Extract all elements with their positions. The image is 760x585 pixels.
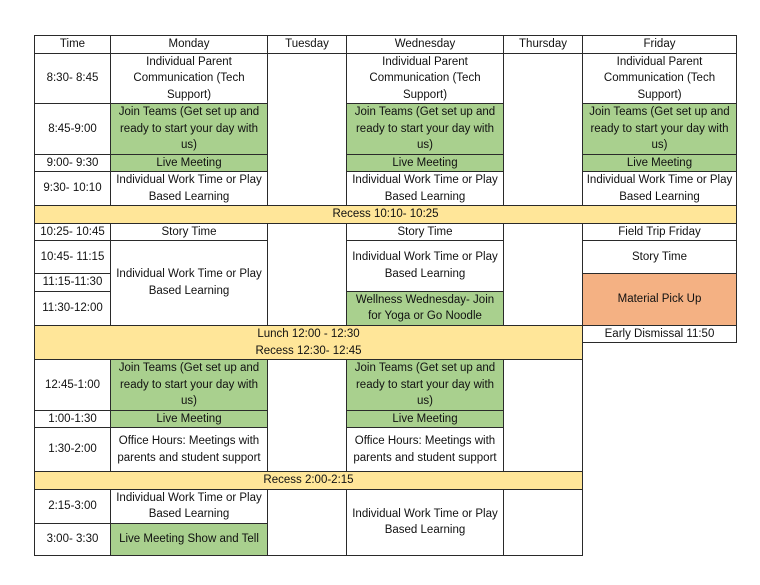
time-cell: 9:00- 9:30 xyxy=(35,154,111,172)
table-row xyxy=(35,241,737,274)
time-cell: 1:30-2:00 xyxy=(35,428,111,472)
header-friday: Friday xyxy=(583,36,737,54)
friday-join-teams: Join Teams (Get set up and ready to start your day with us) xyxy=(583,104,737,155)
friday-early-dismissal: Early Dismissal 11:50 xyxy=(583,325,737,343)
table-row xyxy=(35,472,737,490)
time-cell: 8:45-9:00 xyxy=(35,104,111,155)
time-cell: 10:45- 11:15 xyxy=(35,241,111,274)
thursday-afternoon-empty xyxy=(504,360,583,472)
schedule-table xyxy=(34,35,737,556)
time-cell: 2:15-3:00 xyxy=(35,489,111,523)
time-cell: 11:30-12:00 xyxy=(35,291,111,325)
monday-live-meeting: Live Meeting xyxy=(111,154,268,172)
friday-material-pickup: Material Pick Up xyxy=(583,274,737,326)
tuesday-late-empty xyxy=(268,489,347,555)
thursday-morning-empty xyxy=(504,53,583,206)
wednesday-office-hours: Office Hours: Meetings with parents and student support xyxy=(347,428,504,472)
time-cell: 9:30- 10:10 xyxy=(35,172,111,206)
friday-field-trip: Field Trip Friday xyxy=(583,223,737,241)
table-row xyxy=(35,53,737,104)
table-row xyxy=(35,410,737,428)
monday-show-and-tell: Live Meeting Show and Tell xyxy=(111,523,268,555)
friday-story-time: Story Time xyxy=(583,241,737,274)
monday-office-hours: Office Hours: Meetings with parents and student support xyxy=(111,428,268,472)
monday-story-time: Story Time xyxy=(111,223,268,241)
wednesday-live-meeting: Live Meeting xyxy=(347,154,504,172)
friday-live-meeting: Live Meeting xyxy=(583,154,737,172)
header-monday: Monday xyxy=(111,36,268,54)
recess-banner: Recess 12:30- 12:45 xyxy=(35,343,583,360)
monday-join-teams: Join Teams (Get set up and ready to start your day with us) xyxy=(111,104,268,155)
header-tuesday: Tuesday xyxy=(268,36,347,54)
monday-live-meeting: Live Meeting xyxy=(111,410,268,428)
table-row xyxy=(35,489,737,523)
table-row xyxy=(35,206,737,224)
table-row xyxy=(35,104,737,155)
table-row xyxy=(35,428,737,472)
table-row xyxy=(35,360,737,411)
table-row xyxy=(35,343,737,360)
header-thursday: Thursday xyxy=(504,36,583,54)
recess-banner: Recess 2:00-2:15 xyxy=(35,472,583,490)
wednesday-live-meeting: Live Meeting xyxy=(347,410,504,428)
tuesday-afternoon-empty xyxy=(268,360,347,472)
monday-work-play: Individual Work Time or Play Based Learning xyxy=(111,172,268,206)
time-cell: 3:00- 3:30 xyxy=(35,523,111,555)
monday-parent-communication: Individual Parent Communication (Tech Support) xyxy=(111,53,268,104)
time-cell: 10:25- 10:45 xyxy=(35,223,111,241)
wednesday-parent-communication: Individual Parent Communication (Tech Support) xyxy=(347,53,504,104)
wednesday-work-play: Individual Work Time or Play Based Learning xyxy=(347,241,504,292)
table-row xyxy=(35,325,737,343)
friday-parent-communication: Individual Parent Communication (Tech Support) xyxy=(583,53,737,104)
wednesday-work-play: Individual Work Time or Play Based Learning xyxy=(347,489,504,555)
table-row xyxy=(35,172,737,206)
header-time: Time xyxy=(35,36,111,54)
monday-work-play: Individual Work Time or Play Based Learning xyxy=(111,241,268,326)
time-cell: 12:45-1:00 xyxy=(35,360,111,411)
wednesday-work-play: Individual Work Time or Play Based Learning xyxy=(347,172,504,206)
time-cell: 1:00-1:30 xyxy=(35,410,111,428)
time-cell: 8:30- 8:45 xyxy=(35,53,111,104)
tuesday-midday-empty xyxy=(268,223,347,325)
wednesday-join-teams: Join Teams (Get set up and ready to start your day with us) xyxy=(347,360,504,411)
header-wednesday: Wednesday xyxy=(347,36,504,54)
tuesday-morning-empty xyxy=(268,53,347,206)
wednesday-wellness: Wellness Wednesday- Join for Yoga or Go Noodle xyxy=(347,291,504,325)
table-row xyxy=(35,223,737,241)
table-row xyxy=(35,154,737,172)
friday-work-play: Individual Work Time or Play Based Learning xyxy=(583,172,737,206)
time-cell: 11:15-11:30 xyxy=(35,274,111,292)
wednesday-story-time: Story Time xyxy=(347,223,504,241)
thursday-late-empty xyxy=(504,489,583,555)
thursday-midday-empty xyxy=(504,223,583,325)
lunch-banner: Lunch 12:00 - 12:30 xyxy=(35,325,583,343)
monday-work-play: Individual Work Time or Play Based Learning xyxy=(111,489,268,523)
wednesday-join-teams: Join Teams (Get set up and ready to start your day with us) xyxy=(347,104,504,155)
header-row xyxy=(35,36,737,54)
recess-banner: Recess 10:10- 10:25 xyxy=(35,206,737,224)
monday-join-teams: Join Teams (Get set up and ready to start your day with us) xyxy=(111,360,268,411)
